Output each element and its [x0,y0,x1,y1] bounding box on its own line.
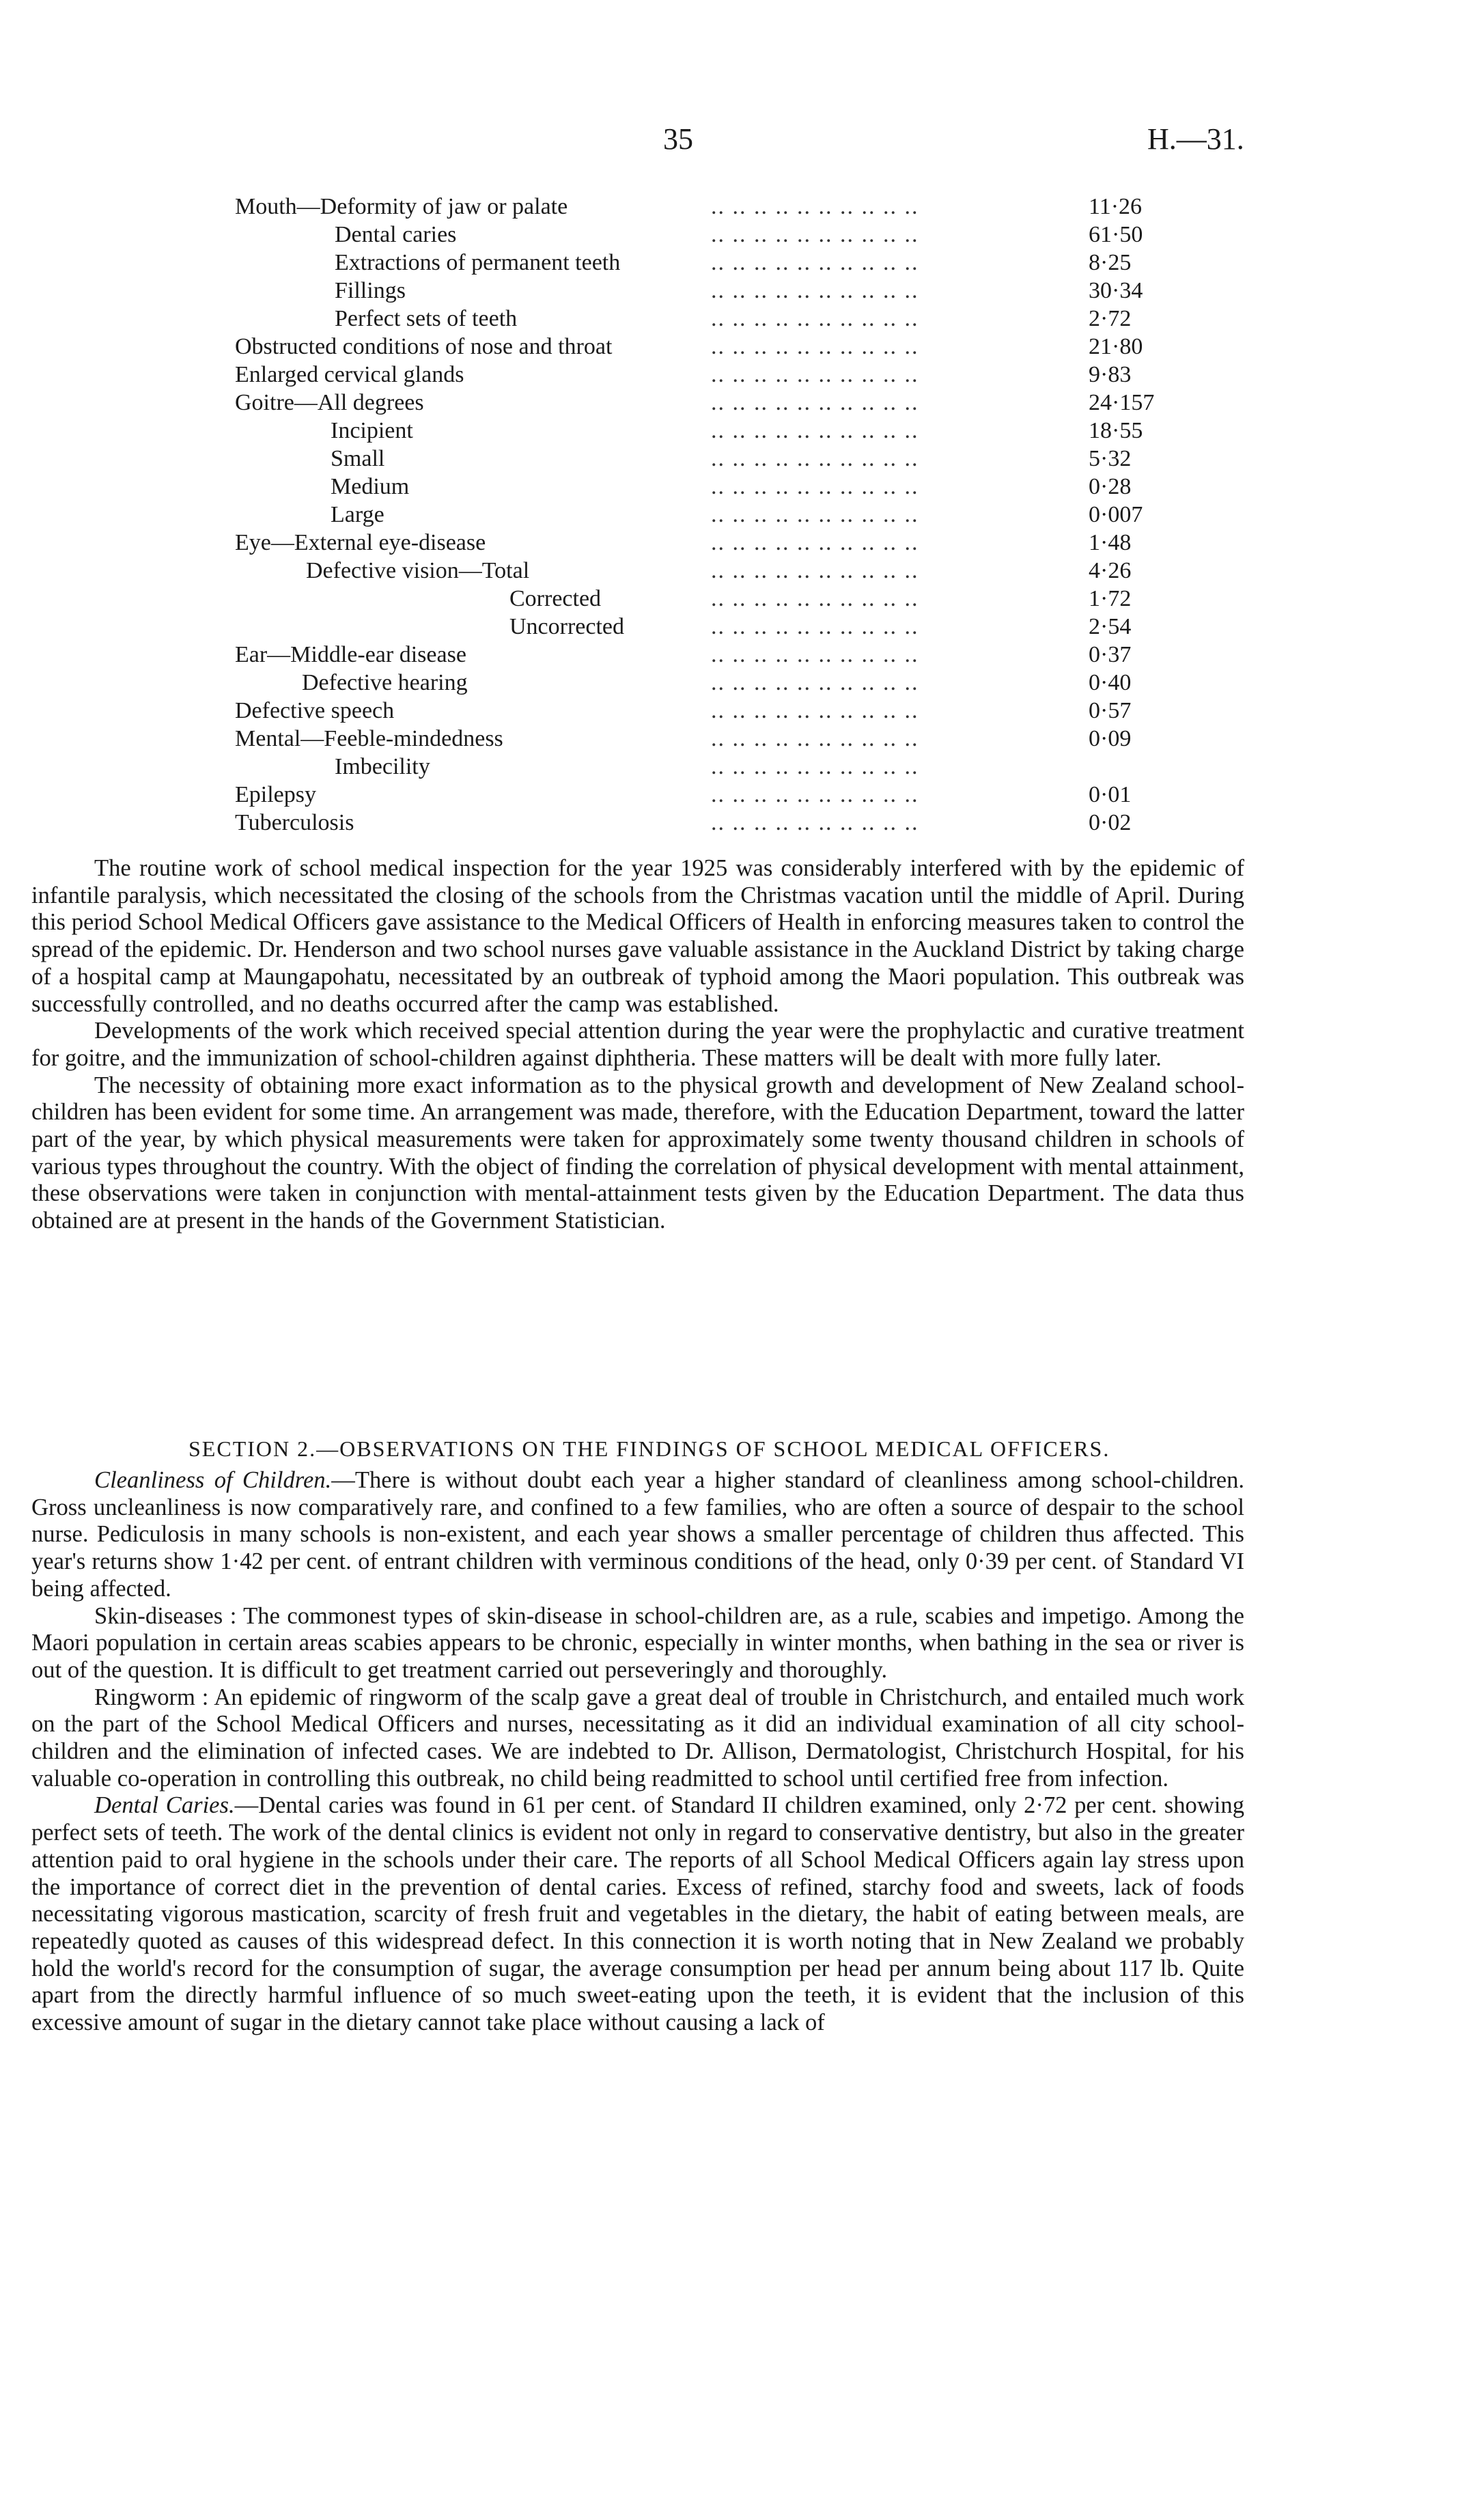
stat-row [235,361,1164,389]
stat-row [235,333,1164,361]
stat-value: 0·02 [1089,810,1132,835]
stat-label: Fillings [335,278,406,303]
leader-dots: .. .. .. .. .. .. .. .. .. .. [711,586,919,611]
leader-dots: .. .. .. .. .. .. .. .. .. .. [711,222,919,247]
stat-value: 2·54 [1089,614,1132,639]
stat-row [235,781,1164,809]
paragraph-epidemic: The routine work of school medical inspection for the year 1925 was considerably interfered with by the epidemic of infantile paralysis, which necessitated the closing of the schools from the Christmas vacation until the middle of April. During this period School Medical Officers gave assistance to the Medical Officers of Health in enforcing measures taken to control the spread of the epidemic. Dr. Henderson and two school nurses gave valuable assistance in the Auckland District by taking charge of a hospital camp at Maungapohatu, necessitated by an outbreak of typhoid among the Maori population. This outbreak was successfully controlled, and no deaths occurred after the camp was established. [31,855,1244,1017]
stat-value: 11·26 [1089,194,1143,219]
stat-label: Medium [331,474,410,499]
stat-value: 2·72 [1089,306,1132,331]
stat-value: 0·01 [1089,782,1132,807]
stat-row [235,249,1164,277]
stat-row [235,529,1164,557]
stat-row [235,277,1164,305]
leader-dots: .. .. .. .. .. .. .. .. .. .. [711,474,919,499]
stat-row [235,697,1164,725]
leader-dots: .. .. .. .. .. .. .. .. .. .. [711,278,919,303]
stat-label: Epilepsy [235,782,316,807]
stat-value: 1·72 [1089,586,1132,611]
section-heading: SECTION 2.—OBSERVATIONS ON THE FINDINGS OF SCHOOL MEDICAL OFFICERS. [188,1436,1110,1461]
stat-label: Perfect sets of teeth [335,306,518,331]
section-text [31,1467,1244,2037]
stat-label: Defective hearing [302,670,468,695]
stat-value: 61·50 [1089,222,1143,247]
stat-label: Obstructed conditions of nose and throat [235,334,613,359]
paragraph-cleanliness [31,1467,1244,1603]
stat-row [235,445,1164,473]
stat-label: Extractions of permanent teeth [335,250,621,275]
stat-label: Mouth—Deformity of jaw or palate [235,194,568,219]
leader-dots: .. .. .. .. .. .. .. .. .. .. [711,642,919,667]
leader-dots: .. .. .. .. .. .. .. .. .. .. [711,250,919,275]
stat-value: 5·32 [1089,446,1132,471]
stat-label: Imbecility [335,754,430,779]
stat-row [235,641,1164,669]
stat-value: 8·25 [1089,250,1132,275]
leader-dots: .. .. .. .. .. .. .. .. .. .. [711,446,919,471]
document-reference: H.—31. [1147,122,1244,156]
stat-row [235,753,1164,781]
stat-label: Uncorrected [509,614,625,639]
leader-dots: .. .. .. .. .. .. .. .. .. .. [711,614,919,639]
stat-label: Defective vision—Total [306,558,530,583]
intro-text [31,855,1244,1235]
stat-row [235,417,1164,445]
paragraph-skin-diseases: Skin-diseases : The commonest types of skin-disease in school-children are, as a rule, scabies and impetigo. Among the Maori population in certain areas scabies appears to be chronic, especially in winter months, when bathing in the sea or river is out of the question. It is difficult to get treatment carried out perseveringly and thoroughly. [31,1602,1244,1683]
stat-label: Eye—External eye-disease [235,530,486,555]
leader-dots: .. .. .. .. .. .. .. .. .. .. [711,726,919,751]
stat-label: Dental caries [335,222,457,247]
stat-label: Incipient [331,418,413,443]
stat-label: Mental—Feeble-mindedness [235,726,503,751]
paragraph-ringworm: Ringworm : An epidemic of ringworm of the scalp gave a great deal of trouble in Christchurch, and entailed much work on the part of the School Medical Officers and nurses, necessitating as it did an individual examination of all city school-children and the elimination of infected cases. We are indebted to Dr. Allison, Dermatologist, Christchurch Hospital, for his valuable co-operation in controlling this outbreak, no child being readmitted to school until certified free from infection. [31,1684,1244,1792]
paragraph-dental-caries [31,1792,1244,2036]
paragraph-developments: Developments of the work which received special attention during the year were the prophylactic and curative treatment for goitre, and the immunization of school-children against diphtheria. These matters will be dealt with more fully later. [31,1018,1244,1071]
stat-value: 0·007 [1089,502,1143,527]
stat-value: 18·55 [1089,418,1143,443]
stat-value: 0·09 [1089,726,1132,751]
stat-value: 0·57 [1089,698,1132,723]
stat-row [235,557,1164,585]
stat-row [235,473,1164,501]
stat-value: 1·48 [1089,530,1132,555]
stat-row [235,221,1164,249]
stat-value: 0·37 [1089,642,1132,667]
stat-value: 0·40 [1089,670,1132,695]
stat-row [235,501,1164,529]
stat-row [235,389,1164,417]
leader-dots: .. .. .. .. .. .. .. .. .. .. [711,306,919,331]
stat-label: Defective speech [235,698,395,723]
stat-value: 9·83 [1089,362,1132,387]
stat-value: 0·28 [1089,474,1132,499]
leader-dots: .. .. .. .. .. .. .. .. .. .. [711,502,919,527]
leader-dots: .. .. .. .. .. .. .. .. .. .. [711,670,919,695]
cleanliness-body: —There is without doubt each year a higher standard of cleanliness among school-children. Gross uncleanliness is now comparatively rare, and confined to a few families, who are often a source of despair to the school nurse. Pediculosis in many schools is non-existent, and each year shows a smaller percentage of children thus affected. This year's returns show 1·42 per cent. of entrant children with verminous conditions of the head, only 0·39 per cent. of Standard VI being affected. [31,1467,1244,1602]
stat-row [235,305,1164,333]
stat-row [235,809,1164,837]
page-number: 35 [663,122,693,156]
stat-value: 24·157 [1089,390,1155,415]
dental-heading: Dental Caries. [94,1792,235,1819]
stat-value: 30·34 [1089,278,1143,303]
stat-label: Enlarged cervical glands [235,362,464,387]
leader-dots: .. .. .. .. .. .. .. .. .. .. [711,362,919,387]
statistics-table [235,193,1164,837]
stat-label: Ear—Middle-ear disease [235,642,466,667]
leader-dots: .. .. .. .. .. .. .. .. .. .. [711,754,919,779]
stat-row [235,585,1164,613]
paragraph-measurements: The necessity of obtaining more exact information as to the physical growth and development of New Zealand school-children has been evident for some time. An arrangement was made, therefore, with the Education Department, toward the latter part of the year, by which physical measurements were taken for approximately some twenty thousand children in schools of various types throughout the country. With the object of finding the correlation of physical development with mental attainment, these observations were taken in conjunction with mental-attainment tests given by the Education Department. The data thus obtained are at present in the hands of the Government Statistician. [31,1072,1244,1234]
leader-dots: .. .. .. .. .. .. .. .. .. .. [711,558,919,583]
stat-row [235,669,1164,697]
leader-dots: .. .. .. .. .. .. .. .. .. .. [711,194,919,219]
stat-label: Small [331,446,385,471]
leader-dots: .. .. .. .. .. .. .. .. .. .. [711,782,919,807]
cleanliness-heading: Cleanliness of Children. [94,1467,332,1493]
stat-label: Goitre—All degrees [235,390,424,415]
stat-label: Tuberculosis [235,810,354,835]
dental-body: —Dental caries was found in 61 per cent. of Standard II children examined, only 2·72 per cent. showing perfect sets of teeth. The work of the dental clinics is evident not only in regard to conservative dentistry, but also in the greater attention paid to oral hygiene in the schools under their care. The reports of all School Medical Officers again lay stress upon the importance of correct diet in the prevention of dental caries. Excess of refined, starchy food and sweets, lack of foods necessitating vigorous mastication, scarcity of fresh fruit and vegetables in the dietary, the habit of eating between meals, are repeatedly quoted as causes of this widespread defect. In this connection it is worth noting that in New Zealand we probably hold the world's record for the consumption of sugar, the average consumption per head per annum being about 117 lb. Quite apart from the directly harmful influence of so much sweet-eating upon the teeth, it is evident that the inclusion of this excessive amount of sugar in the dietary cannot take place without causing a lack of [31,1792,1244,2036]
stat-row [235,613,1164,641]
stat-value: 4·26 [1089,558,1132,583]
leader-dots: .. .. .. .. .. .. .. .. .. .. [711,418,919,443]
leader-dots: .. .. .. .. .. .. .. .. .. .. [711,810,919,835]
leader-dots: .. .. .. .. .. .. .. .. .. .. [711,334,919,359]
stat-label: Corrected [509,586,602,611]
leader-dots: .. .. .. .. .. .. .. .. .. .. [711,698,919,723]
stat-row [235,193,1164,221]
leader-dots: .. .. .. .. .. .. .. .. .. .. [711,390,919,415]
leader-dots: .. .. .. .. .. .. .. .. .. .. [711,530,919,555]
stat-value: 21·80 [1089,334,1143,359]
stat-label: Large [331,502,384,527]
stat-row [235,725,1164,753]
